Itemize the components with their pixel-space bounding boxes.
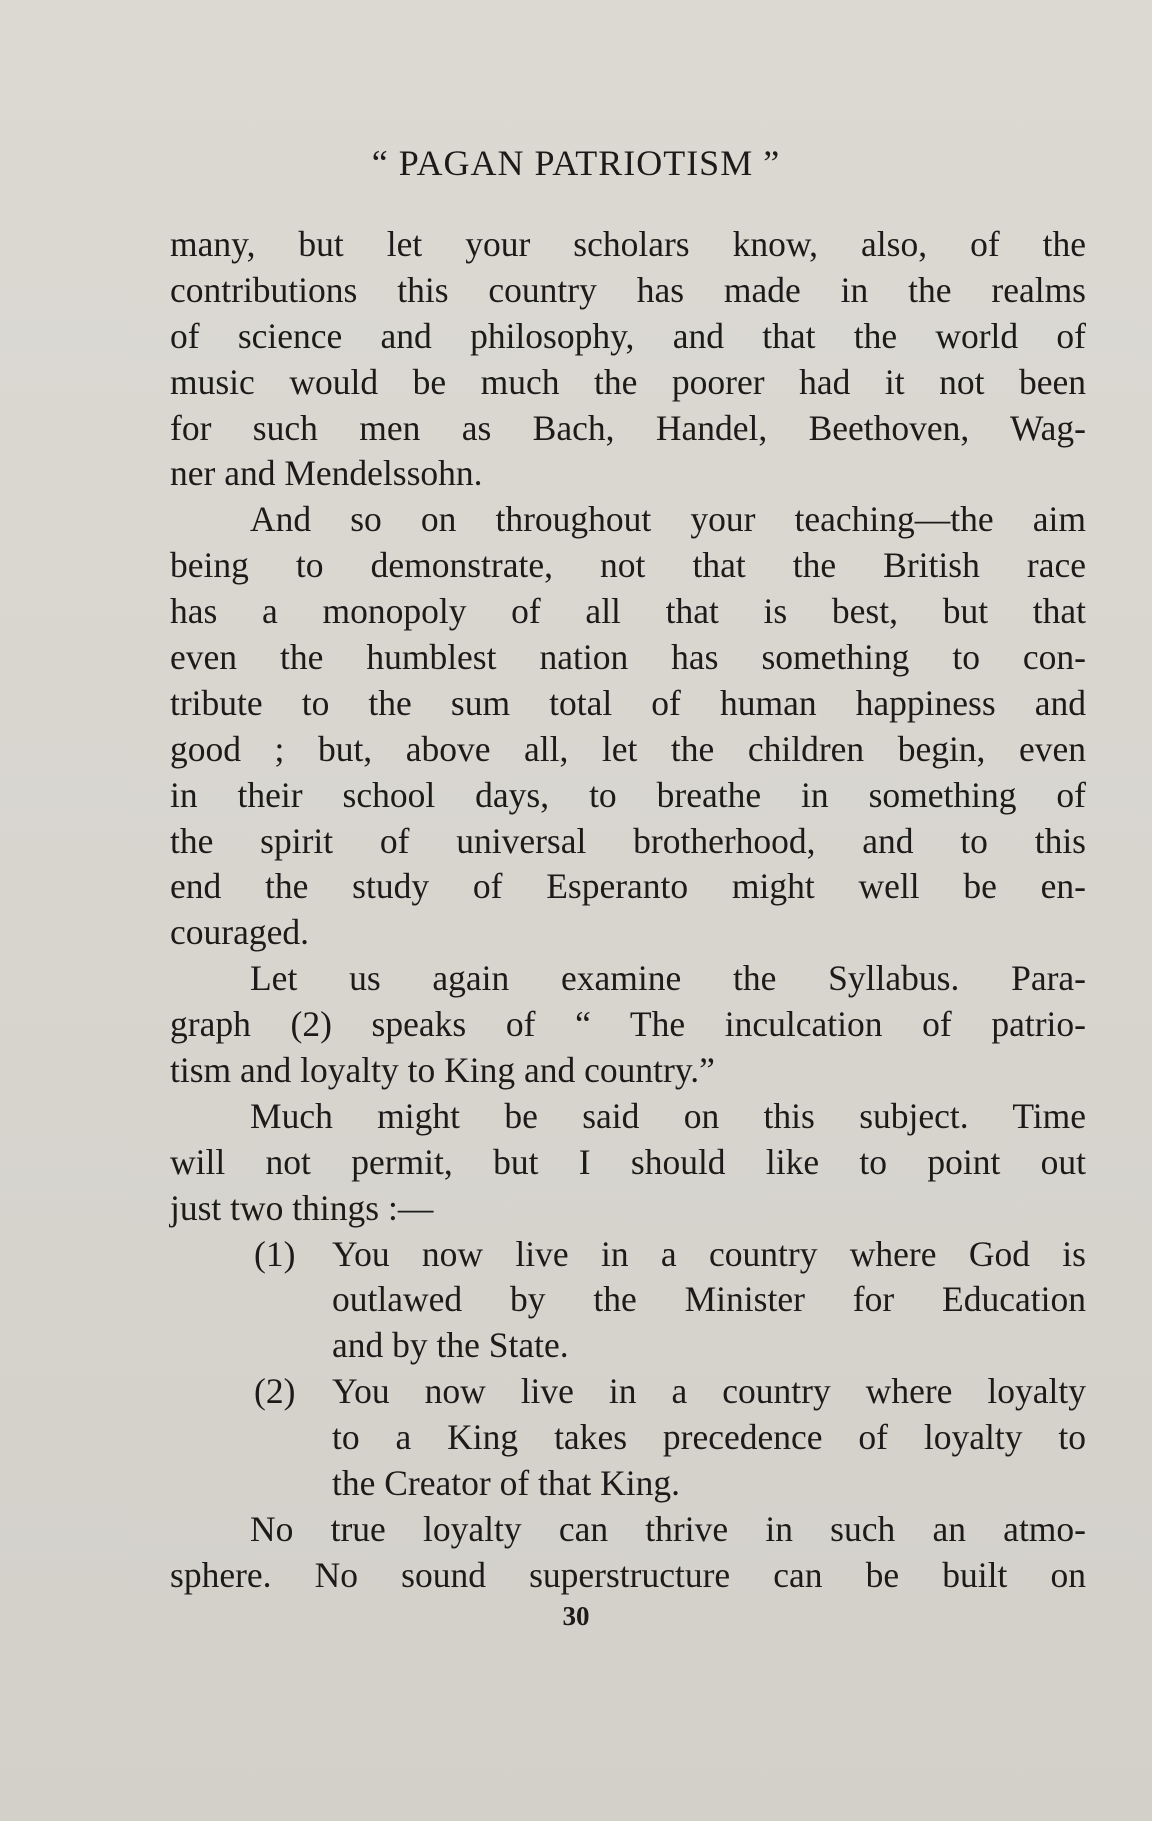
text-line: And so on throughout your teaching—the aim <box>250 499 1086 540</box>
text-line: of science and philosophy, and that the world of <box>170 315 1086 356</box>
paragraph-2 <box>170 497 1086 956</box>
text-line: outlawed by the Minister for Education <box>332 1279 1086 1320</box>
text-line: sphere. No sound superstructure can be built on <box>170 1554 1086 1595</box>
text-line: will not permit, but I should like to point out <box>170 1141 1086 1182</box>
text-line: the spirit of universal brotherhood, and to this <box>170 820 1086 861</box>
text-line: tribute to the sum total of human happiness and <box>170 682 1086 723</box>
paragraph-3 <box>170 956 1086 1094</box>
text-line: You now live in a country where loyalty <box>332 1371 1086 1412</box>
list-item <box>170 1369 1086 1507</box>
list-item-text <box>332 1369 1086 1507</box>
text-line: has a monopoly of all that is best, but that <box>170 591 1086 632</box>
text-line: You now live in a country where God is <box>332 1233 1086 1274</box>
list-number: (1) <box>254 1233 296 1274</box>
list-item <box>170 1232 1086 1370</box>
text-line: just two things :— <box>170 1187 434 1228</box>
page-number: 30 <box>562 1601 590 1631</box>
text-line: to a King takes precedence of loyalty to <box>332 1417 1086 1458</box>
running-head: “ PAGAN PATRIOTISM ” <box>371 143 781 183</box>
list-number: (2) <box>254 1371 296 1412</box>
text-line: graph (2) speaks of “ The inculcation of patrio- <box>170 1004 1086 1045</box>
list-item-text <box>332 1232 1086 1370</box>
paragraph-1 <box>170 222 1086 497</box>
text-line: Let us again examine the Syllabus. Para- <box>250 958 1086 999</box>
paragraph-4 <box>170 1094 1086 1232</box>
text-line: Much might be said on this subject. Time <box>250 1095 1086 1136</box>
text-line: ner and Mendelssohn. <box>170 453 483 494</box>
text-line: end the study of Esperanto might well be en- <box>170 866 1086 907</box>
text-line: couraged. <box>170 912 309 953</box>
text-line: No true loyalty can thrive in such an atmo- <box>250 1508 1086 1549</box>
text-line: being to demonstrate, not that the British race <box>170 545 1086 586</box>
text-line: the Creator of that King. <box>332 1463 680 1504</box>
text-line: many, but let your scholars know, also, of the <box>170 224 1086 264</box>
text-line: contributions this country has made in the realms <box>170 269 1086 310</box>
text-line: in their school days, to breathe in something of <box>170 774 1086 815</box>
text-line: music would be much the poorer had it not been <box>170 361 1086 402</box>
text-line: even the humblest nation has something to con- <box>170 637 1086 678</box>
body-text <box>170 222 1086 1599</box>
text-line: and by the State. <box>332 1325 569 1366</box>
paragraph-5 <box>170 1507 1086 1599</box>
text-line: for such men as Bach, Handel, Beethoven, Wag- <box>170 407 1086 448</box>
text-line: good ; but, above all, let the children begin, even <box>170 728 1086 769</box>
text-line: tism and loyalty to King and country.” <box>170 1050 715 1091</box>
